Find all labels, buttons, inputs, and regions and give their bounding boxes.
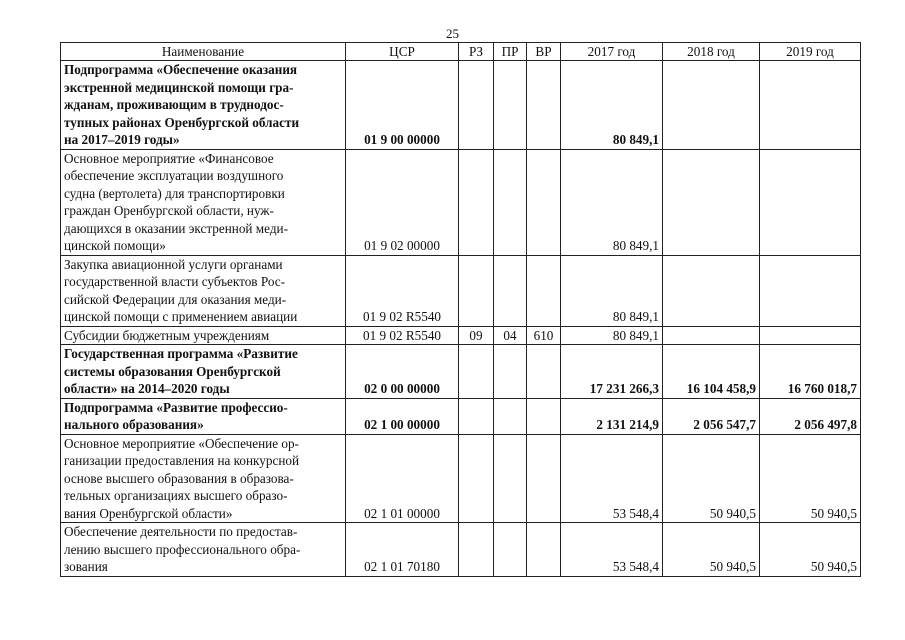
row-pr: [494, 398, 527, 434]
row-name: [61, 149, 346, 255]
header-vr: ВР: [527, 43, 561, 61]
row-value-2017: 53 548,4: [561, 523, 663, 577]
row-name-line: Подпрограмма «Развитие профессио-: [64, 399, 288, 415]
row-vr: [527, 398, 561, 434]
row-name-line: Государственная программа «Развитие: [64, 346, 298, 361]
row-vr: [527, 523, 561, 577]
row-pr: [494, 345, 527, 399]
row-name-line: судна (вертолета) для транспортировки: [64, 185, 285, 201]
row-name-line: Субсидии бюджетным учреждениям: [64, 327, 270, 343]
row-value-2017: 80 849,1: [561, 61, 663, 150]
row-name-line: сийской Федерации для оказания меди-: [64, 291, 287, 307]
header-2017: 2017 год: [561, 43, 663, 61]
header-2019: 2019 год: [760, 43, 861, 61]
row-value-2018: [663, 149, 760, 255]
row-pr: [494, 434, 527, 523]
header-csr: ЦСР: [346, 43, 459, 61]
row-csr: 02 0 00 00000: [346, 345, 459, 399]
table-row: [61, 434, 861, 523]
row-value-2017: 80 849,1: [561, 149, 663, 255]
row-name: [61, 434, 346, 523]
row-value-2018: 16 104 458,9: [663, 345, 760, 399]
row-value-2017: 80 849,1: [561, 326, 663, 345]
table-row: [61, 149, 861, 255]
header-rz: РЗ: [459, 43, 494, 61]
header-2018: 2018 год: [663, 43, 760, 61]
row-value-2017: 2 131 214,9: [561, 398, 663, 434]
row-value-2017: 17 231 266,3: [561, 345, 663, 399]
row-name-line: Основное мероприятие «Финансовое: [64, 150, 274, 166]
row-value-2018: 50 940,5: [663, 523, 760, 577]
row-name-line: основе высшего образования в образова-: [64, 470, 294, 486]
row-rz: [459, 345, 494, 399]
row-value-2019: 16 760 018,7: [760, 345, 861, 399]
row-pr: [494, 255, 527, 326]
row-name-line: ганизации предоставления на конкурсной: [64, 453, 300, 468]
row-csr: 02 1 00 00000: [346, 398, 459, 434]
header-name: Наименование: [61, 43, 346, 61]
row-rz: 09: [459, 326, 494, 345]
row-name: [61, 326, 346, 345]
row-rz: [459, 149, 494, 255]
row-pr: [494, 523, 527, 577]
table-row: [61, 398, 861, 434]
row-pr: 04: [494, 326, 527, 345]
row-vr: [527, 149, 561, 255]
row-name-line: тельных организациях высшего образо-: [64, 488, 288, 503]
row-name: [61, 255, 346, 326]
row-rz: [459, 255, 494, 326]
row-value-2018: [663, 326, 760, 345]
row-csr: 01 9 02 R5540: [346, 326, 459, 345]
row-name-line: зования: [64, 559, 108, 574]
row-name-line: Подпрограмма «Обеспечение оказания: [64, 62, 298, 77]
row-value-2019: 50 940,5: [760, 523, 861, 577]
row-name: [61, 61, 346, 150]
table-row: [61, 255, 861, 326]
row-name-line: Закупка авиационной услуги органами: [64, 256, 283, 272]
row-pr: [494, 61, 527, 150]
header-row: [61, 43, 861, 61]
row-rz: [459, 523, 494, 577]
row-name-line: дающихся в оказании экстренной меди-: [64, 220, 288, 236]
row-name-line: экстренной медицинской помощи гра-: [64, 79, 294, 95]
row-value-2018: [663, 255, 760, 326]
row-name-line: государственной власти субъектов Рос-: [64, 274, 286, 289]
row-name-line: Основное мероприятие «Обеспечение ор-: [64, 435, 299, 451]
row-value-2019: 50 940,5: [760, 434, 861, 523]
table-row: [61, 61, 861, 150]
row-value-2019: [760, 326, 861, 345]
row-name-line: системы образования Оренбургской: [64, 363, 281, 379]
table-row: [61, 345, 861, 399]
row-name: [61, 398, 346, 434]
row-pr: [494, 149, 527, 255]
table-row: [61, 523, 861, 577]
row-value-2019: [760, 255, 861, 326]
row-name-line: цинской помощи»: [64, 238, 166, 253]
row-name: [61, 345, 346, 399]
row-value-2019: [760, 149, 861, 255]
row-value-2018: [663, 61, 760, 150]
row-rz: [459, 61, 494, 150]
row-name-line: обеспечение эксплуатации воздушного: [64, 168, 284, 183]
row-name-line: нального образования»: [64, 417, 204, 432]
row-rz: [459, 398, 494, 434]
row-name-line: вания Оренбургской области»: [64, 505, 233, 521]
row-csr: 01 9 02 R5540: [346, 255, 459, 326]
row-value-2019: [760, 61, 861, 150]
row-csr: 02 1 01 00000: [346, 434, 459, 523]
row-csr: 01 9 00 00000: [346, 61, 459, 150]
row-csr: 01 9 02 00000: [346, 149, 459, 255]
budget-table: [60, 42, 861, 577]
row-name-line: тупных районах Оренбургской области: [64, 114, 300, 130]
page-number: 25: [446, 26, 459, 41]
row-name: [61, 523, 346, 577]
row-rz: [459, 434, 494, 523]
table-body: [61, 61, 861, 577]
row-value-2017: 80 849,1: [561, 255, 663, 326]
row-csr: 02 1 01 70180: [346, 523, 459, 577]
row-value-2019: 2 056 497,8: [760, 398, 861, 434]
row-name-line: на 2017–2019 годы»: [64, 132, 180, 147]
row-vr: 610: [527, 326, 561, 345]
row-vr: [527, 345, 561, 399]
table-row: [61, 326, 861, 345]
header-pr: ПР: [494, 43, 527, 61]
row-name-line: лению высшего профессионального обра-: [64, 541, 301, 557]
row-value-2017: 53 548,4: [561, 434, 663, 523]
row-vr: [527, 61, 561, 150]
row-vr: [527, 434, 561, 523]
row-name-line: граждан Оренбургской области, нуж-: [64, 203, 274, 218]
row-name-line: области» на 2014–2020 годы: [64, 381, 230, 396]
row-vr: [527, 255, 561, 326]
row-name-line: жданам, проживающим в труднодос-: [64, 97, 284, 112]
row-name-line: Обеспечение деятельности по предостав-: [64, 524, 298, 539]
row-value-2018: 50 940,5: [663, 434, 760, 523]
row-value-2018: 2 056 547,7: [663, 398, 760, 434]
row-name-line: цинской помощи с применением авиации: [64, 309, 298, 324]
